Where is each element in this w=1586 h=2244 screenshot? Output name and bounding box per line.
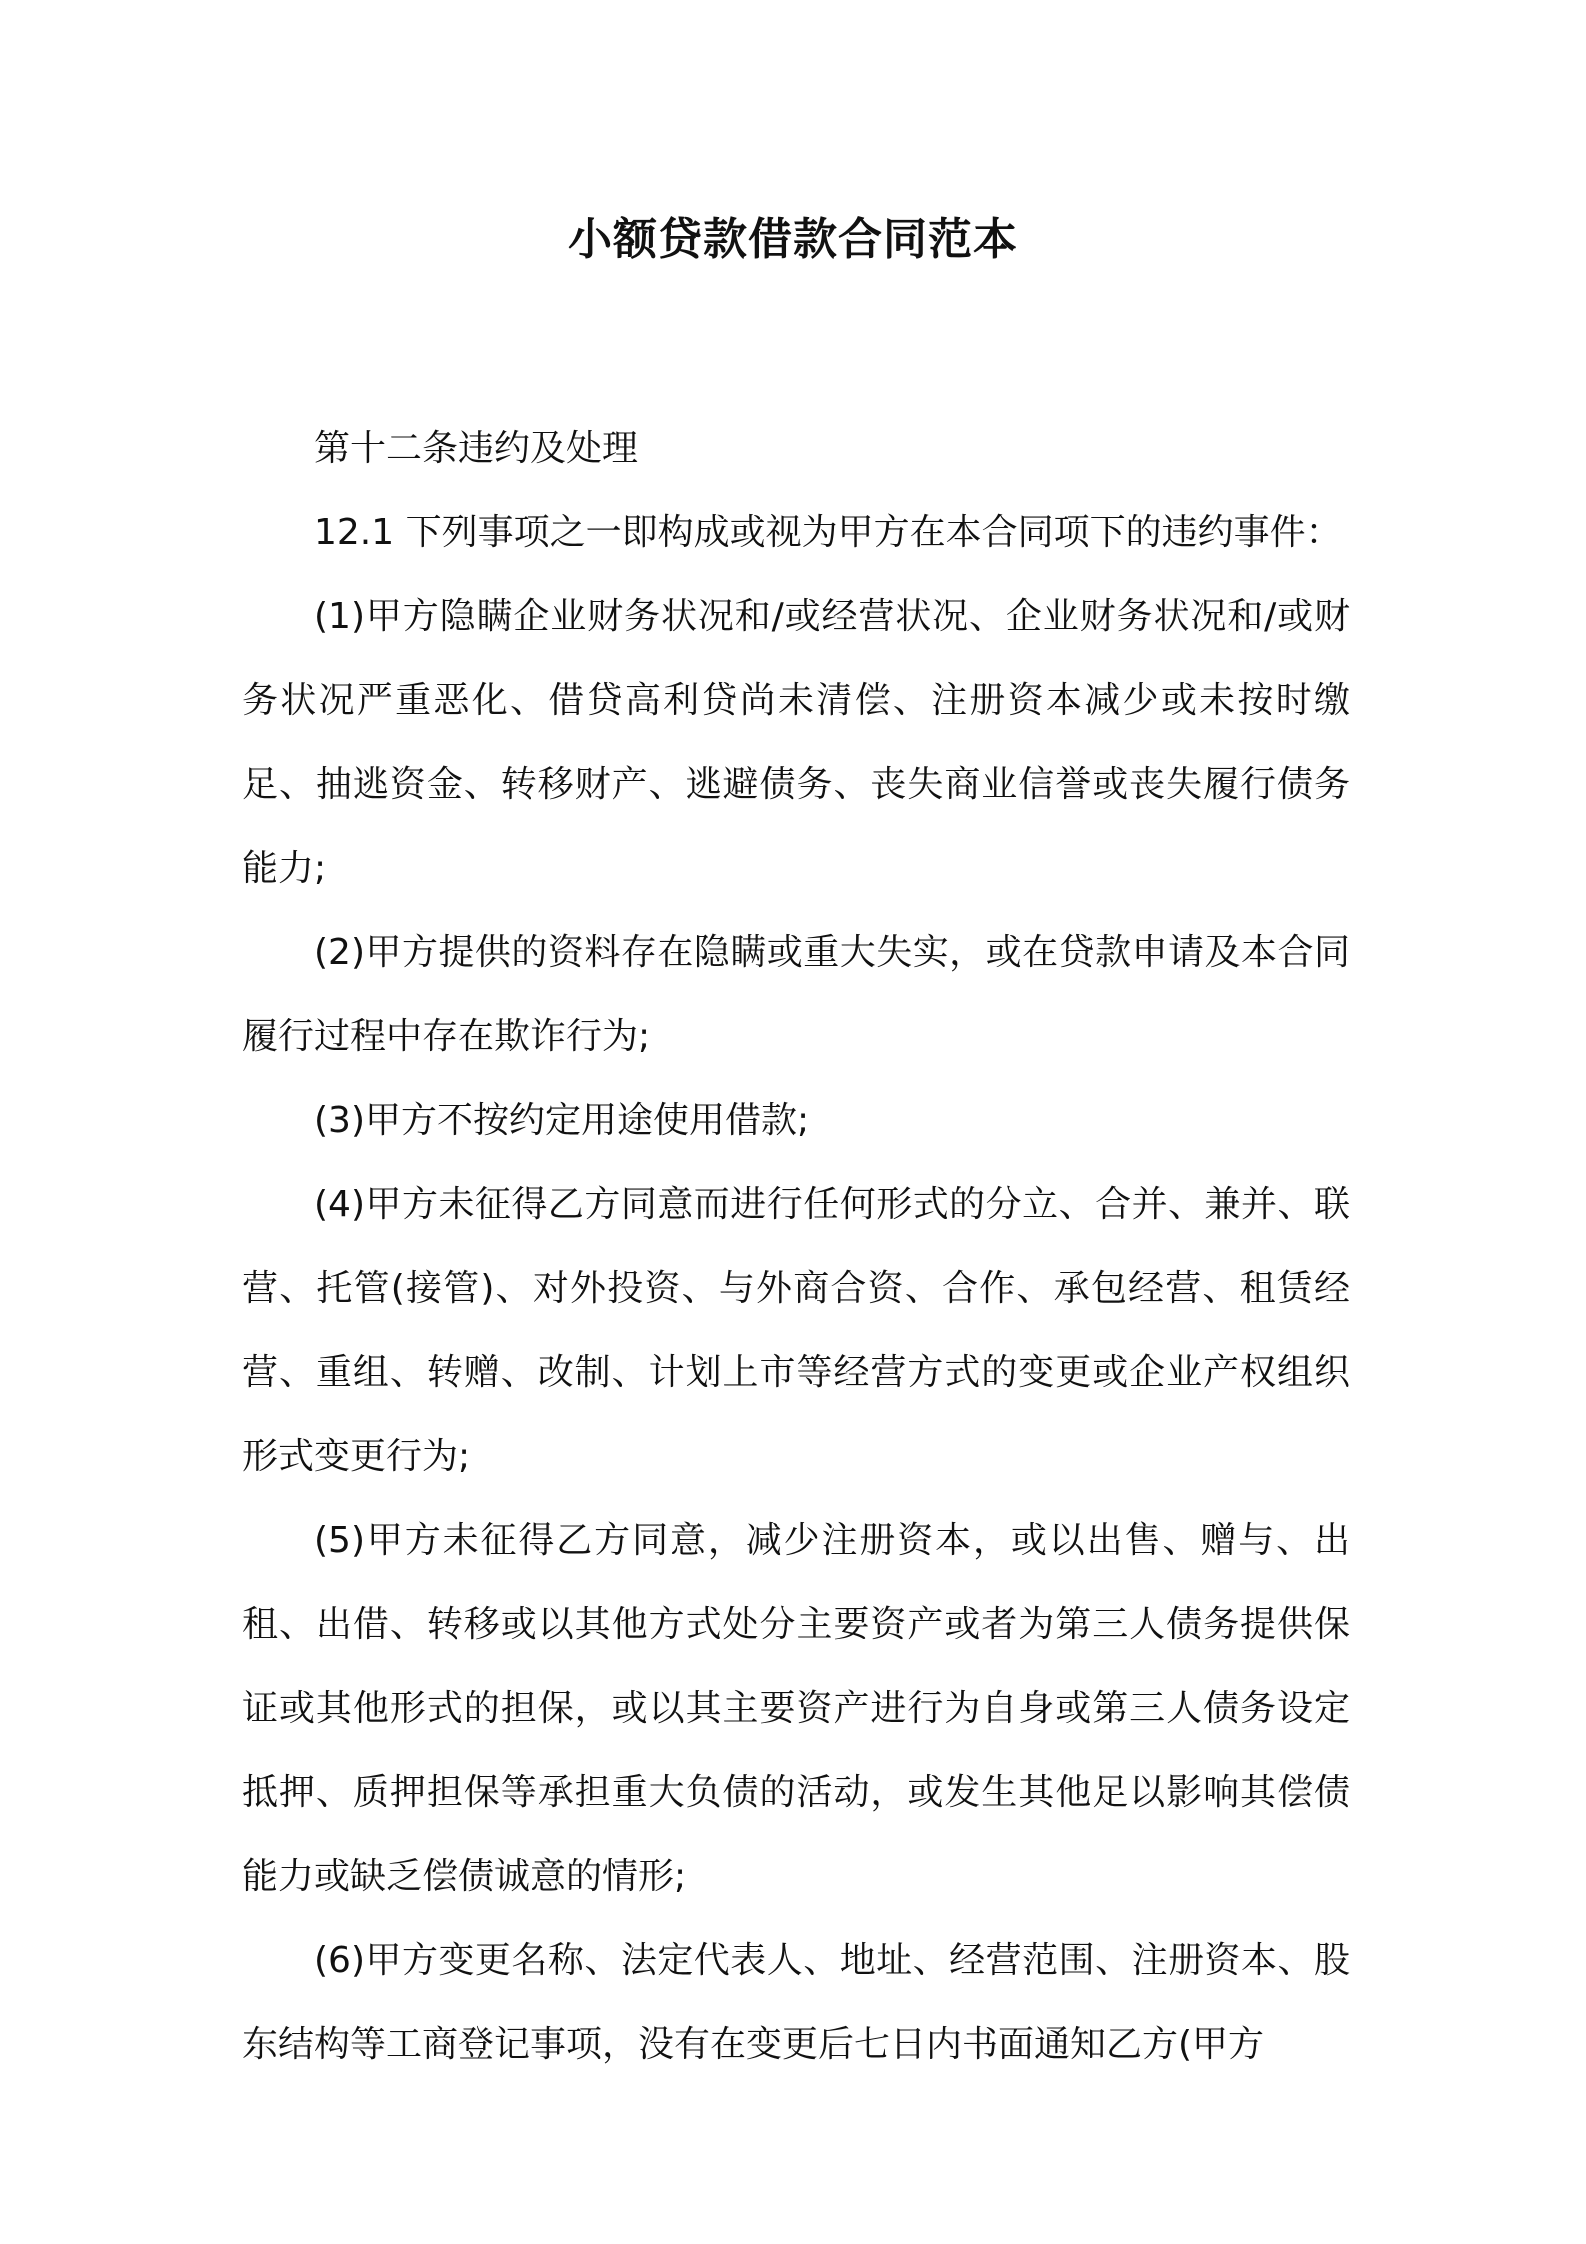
paragraph-item-3: (3)甲方不按约定用途使用借款; [314, 1100, 810, 1141]
section-heading: 第十二条违约及处理 [314, 428, 639, 469]
document-title: 小额贷款借款合同范本 [568, 214, 1018, 265]
document-body [242, 407, 1350, 2087]
paragraph-item-1: (1)甲方隐瞒企业财务状况和/或经营状况、企业财务状况和/或财务状况严重恶化、借贷高利贷尚未清偿、注册资本减少或未按时缴足、抽逃资金、转移财产、逃避债务、丧失商业信誉或丧失履行债务能力; [242, 596, 1350, 889]
paragraph-item-5: (5)甲方未征得乙方同意，减少注册资本，或以出售、赠与、出租、出借、转移或以其他方式处分主要资产或者为第三人债务提供保证或其他形式的担保，或以其主要资产进行为自身或第三人债务设定抵押、质押担保等承担重大负债的活动，或发生其他足以影响其偿债能力或缺乏偿债诚意的情形; [242, 1520, 1350, 1897]
paragraph-item-6: (6)甲方变更名称、法定代表人、地址、经营范围、注册资本、股东结构等工商登记事项，没有在变更后七日内书面通知乙方(甲方 [242, 1940, 1350, 2065]
paragraph-12-1: 12.1 下列事项之一即构成或视为甲方在本合同项下的违约事件： [314, 512, 1342, 553]
paragraph-item-4: (4)甲方未征得乙方同意而进行任何形式的分立、合并、兼并、联营、托管(接管)、对外投资、与外商合资、合作、承包经营、租赁经营、重组、转赠、改制、计划上市等经营方式的变更或企业产权组织形式变更行为; [242, 1184, 1350, 1477]
paragraph-item-2: (2)甲方提供的资料存在隐瞒或重大失实，或在贷款申请及本合同履行过程中存在欺诈行为; [242, 932, 1350, 1057]
